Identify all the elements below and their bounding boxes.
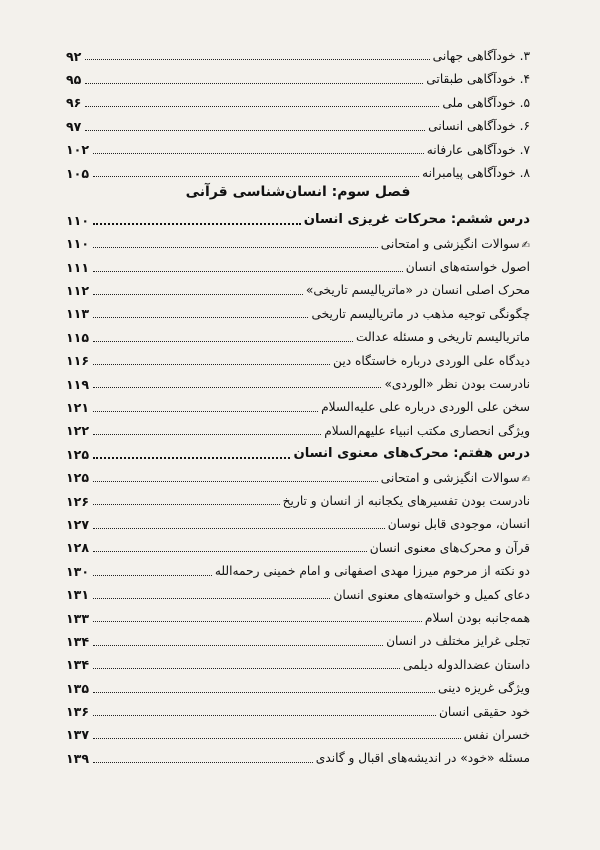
- toc-entry: [66, 625, 530, 648]
- toc-entry-text: خسران نفس: [463, 727, 530, 742]
- toc-entry: [66, 63, 530, 86]
- toc-page-number: ۱۲۵: [66, 470, 90, 486]
- toc-page-number: ۱۲۲: [66, 423, 90, 439]
- toc-entry-title: [330, 355, 530, 368]
- toc-leader-dots: [93, 715, 436, 716]
- toc-entry-text: سوالات انگیزشی و امتحانی: [380, 236, 520, 251]
- toc-page-number: ۱۲۱: [66, 400, 90, 416]
- toc-page-number: ۱۳۶: [66, 704, 90, 720]
- toc-page-number: ۱۰۲: [66, 142, 90, 158]
- toc-entry-text: خود حقیقی انسان: [438, 704, 530, 719]
- toc-entry-title: [439, 97, 530, 110]
- toc-page-number: ۱۳۵: [66, 680, 90, 696]
- toc-entry-title: [367, 542, 530, 555]
- toc-leader-dots: [93, 551, 367, 552]
- toc-entry-title: درس ششم: محرکات غریزی انسان: [303, 212, 530, 228]
- toc-page-number: ۱۳۳: [66, 610, 90, 626]
- toc-entry-title: [318, 401, 530, 414]
- toc-entry: [66, 345, 530, 368]
- toc-leader-dots: [85, 83, 423, 84]
- toc-entry-title: [435, 682, 530, 695]
- toc-entry-text: ۳. خودآگاهی جهانی: [432, 48, 530, 63]
- toc-leader-dots: [93, 528, 385, 529]
- toc-entry: [66, 462, 530, 485]
- toc-page-number: ۱۲۷: [66, 516, 90, 532]
- toc-entry-text: مسئله «خود» در اندیشه‌های اقبال و گاندی: [315, 751, 530, 766]
- toc-entry-title: [381, 378, 530, 391]
- toc-entry: [66, 485, 530, 508]
- toc-entry-title: [422, 612, 530, 625]
- toc-entry: [66, 368, 530, 391]
- toc-entry-text: دو نکته از مرحوم میرزا مهدی اصفهانی و امام خمینی رحمه‌الله: [214, 564, 530, 579]
- toc-entry: [66, 696, 530, 719]
- toc-page-number: ۱۳۰: [66, 563, 90, 579]
- toc-page-number: ۱۳۹: [66, 750, 90, 766]
- toc-leader-dots: [93, 575, 212, 576]
- pen-icon: ✍: [521, 473, 530, 485]
- toc-entry: [66, 251, 530, 274]
- toc-page-number: ۱۱۲: [66, 283, 90, 299]
- toc-leader-dots: [93, 457, 290, 459]
- toc-leader-dots: [93, 294, 303, 295]
- toc-entry-title: [400, 659, 530, 672]
- toc-page-number: ۱۱۶: [66, 353, 90, 369]
- toc-entry-text: تجلی غرایز مختلف در انسان: [386, 634, 530, 649]
- toc-leader-dots: [93, 387, 381, 388]
- toc-page-number: ۱۰۵: [66, 165, 90, 181]
- toc-group-lesson-7: [66, 462, 530, 766]
- toc-entry: [66, 134, 530, 157]
- toc-entry: [66, 742, 530, 765]
- toc-entry: [66, 415, 530, 438]
- toc-entry-title: [330, 589, 530, 602]
- toc-leader-dots: [93, 341, 353, 342]
- toc-entry-text: ۸. خودآگاهی پیامبرانه: [422, 165, 530, 180]
- toc-leader-dots: [93, 271, 403, 272]
- toc-entry-text: اصول خواسته‌های انسان: [405, 260, 530, 275]
- toc-entry-text: ۵. خودآگاهی ملی: [442, 95, 530, 110]
- toc-leader-dots: [93, 738, 461, 739]
- toc-page-number: ۱۱۰: [66, 212, 90, 228]
- toc-entry-text: ماتریالیسم تاریخی و مسئله عدالت: [355, 330, 530, 345]
- toc-entry: [66, 672, 530, 695]
- toc-entry-title: [378, 238, 530, 251]
- toc-entry-text: سوالات انگیزشی و امتحانی: [380, 470, 520, 485]
- toc-page-number: ۱۱۹: [66, 376, 90, 392]
- toc-page-number: ۱۳۱: [66, 587, 90, 603]
- toc-page-number: ۱۲۸: [66, 540, 90, 556]
- toc-page-number: ۱۲۵: [66, 446, 90, 462]
- toc-entry-text: همه‌جانبه بودن اسلام: [424, 610, 530, 625]
- toc-entry: [66, 298, 530, 321]
- toc-page-number: ۱۳۴: [66, 633, 90, 649]
- toc-entry: [66, 228, 530, 251]
- pen-icon: ✍: [521, 239, 530, 251]
- toc-entry-text: ویژگی غریزه دینی: [438, 681, 530, 696]
- toc-entry: [66, 719, 530, 742]
- toc-page-number: ۱۱۵: [66, 329, 90, 345]
- toc-entry: [66, 40, 530, 63]
- toc-lesson-7: [66, 438, 530, 461]
- toc-entry: [66, 532, 530, 555]
- toc-entry: [66, 508, 530, 531]
- toc-entry: [66, 157, 530, 180]
- toc-leader-dots: [93, 317, 308, 318]
- toc-leader-dots: [93, 481, 378, 482]
- toc-leader-dots: [93, 668, 400, 669]
- toc-entry-text: انسان، موجودی قابل نوسان: [387, 517, 530, 532]
- toc-entry: [66, 321, 530, 344]
- toc-group-lesson-6: [66, 228, 530, 439]
- toc-leader-dots: [85, 59, 429, 60]
- toc-entry-text: قرآن و محرک‌های معنوی انسان: [369, 540, 530, 555]
- toc-entry-title: [353, 331, 530, 344]
- toc-entry-title: [378, 472, 530, 485]
- toc-entry-title: [212, 565, 530, 578]
- toc-entry-title: [461, 729, 530, 742]
- toc-leader-dots: [93, 223, 301, 225]
- toc-entry: [66, 602, 530, 625]
- toc-entry-text: ۶. خودآگاهی انسانی: [428, 119, 530, 134]
- toc-page-number: ۱۳۷: [66, 727, 90, 743]
- toc-leader-dots: [85, 130, 425, 131]
- toc-leader-dots: [93, 504, 280, 505]
- toc-group-self-awareness: [66, 40, 530, 180]
- toc-entry-title: [313, 752, 530, 765]
- toc-leader-dots: [93, 411, 318, 412]
- toc-entry-text: ۷. خودآگاهی عارفانه: [426, 142, 530, 157]
- toc-entry-text: محرک اصلی انسان در «ماتریالیسم تاریخی»: [305, 283, 530, 298]
- toc-leader-dots: [85, 106, 439, 107]
- toc-leader-dots: [93, 762, 313, 763]
- toc-entry-text: دیدگاه علی الوردی درباره خاستگاه دین: [333, 353, 530, 368]
- toc-entry-title: [423, 73, 530, 86]
- toc-entry: [66, 649, 530, 672]
- toc-page-number: ۹۵: [66, 71, 82, 87]
- toc-entry-text: ۴. خودآگاهی طبقاتی: [426, 72, 530, 87]
- toc-page-number: ۱۱۰: [66, 236, 90, 252]
- toc-page-number: ۱۱۱: [66, 259, 90, 275]
- toc-entry-title: [436, 706, 530, 719]
- toc-lesson-6: [66, 204, 530, 227]
- toc-entry-title: [280, 495, 530, 508]
- toc-leader-dots: [93, 598, 330, 599]
- toc-entry-text: سخن علی الوردی درباره علی عليه‌السلام: [321, 400, 530, 415]
- toc-entry-title: [385, 518, 530, 531]
- toc-leader-dots: [93, 364, 330, 365]
- toc-entry-title: [403, 261, 530, 274]
- toc-entry-text: چگونگی توجیه مذهب در ماتریالیسم تاریخی: [311, 306, 530, 321]
- toc-entry-text: دعای کمیل و خواسته‌های معنوی انسان: [333, 587, 530, 602]
- toc-page-number: ۹۷: [66, 118, 82, 134]
- toc-entry: [66, 391, 530, 414]
- toc-entry-title: درس هفتم: محرک‌های معنوی انسان: [293, 446, 530, 462]
- toc-entry-title: [383, 635, 530, 648]
- toc-leader-dots: [93, 434, 321, 435]
- toc-leader-dots: [93, 621, 422, 622]
- toc-leader-dots: [93, 153, 424, 154]
- toc-leader-dots: [93, 247, 378, 248]
- toc-leader-dots: [93, 645, 383, 646]
- toc-entry: [66, 579, 530, 602]
- toc-page-number: ۹۲: [66, 48, 82, 64]
- toc-entry-text: داستان عضدالدوله دیلمی: [402, 657, 530, 672]
- toc-entry: [66, 110, 530, 133]
- toc-entry-title: [303, 284, 530, 297]
- toc-entry: [66, 275, 530, 298]
- toc-entry: [66, 555, 530, 578]
- toc-entry-text: نادرست بودن تفسیرهای یکجانبه از انسان و تاریخ: [282, 494, 530, 508]
- toc-leader-dots: [93, 176, 419, 177]
- toc-entry-title: [308, 308, 530, 321]
- toc-page-number: ۹۶: [66, 95, 82, 111]
- toc-entry-title: [430, 50, 530, 63]
- chapter-title: فصل سوم: انسان‌شناسی قرآنی: [185, 184, 411, 201]
- toc-page-number: ۱۱۳: [66, 306, 90, 322]
- toc-entry-title: [419, 167, 530, 180]
- toc-entry-text: نادرست بودن نظر «الوردی»: [384, 377, 530, 392]
- toc-entry-text: ویژگی انحصاری مکتب انبیاء عليهم‌السلام: [324, 423, 530, 438]
- toc-leader-dots: [93, 692, 435, 693]
- toc-page-number: ۱۳۴: [66, 657, 90, 673]
- toc-entry-title: [321, 425, 530, 438]
- toc-page-number: ۱۲۶: [66, 493, 90, 509]
- toc-entry-title: [425, 120, 530, 133]
- toc-entry-title: [424, 144, 530, 157]
- toc-entry: [66, 87, 530, 110]
